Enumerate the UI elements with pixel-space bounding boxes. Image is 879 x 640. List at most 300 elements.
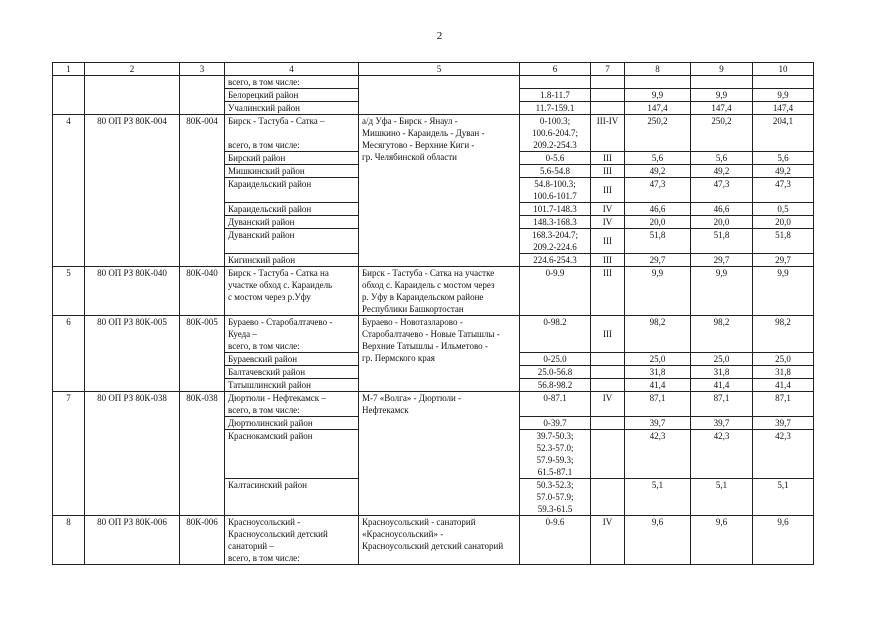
cell-line: 51,8 bbox=[649, 230, 666, 240]
cell-line: 80 ОП РЗ 80К-005 bbox=[97, 317, 167, 327]
cell-line: 100.6-204.7; bbox=[532, 128, 578, 138]
column-header: 2 bbox=[85, 63, 180, 76]
length-value-cell bbox=[753, 267, 814, 316]
length-value-cell bbox=[691, 178, 753, 203]
cell-line: IV bbox=[602, 517, 613, 527]
road-code-cell bbox=[180, 316, 225, 392]
length-value-cell bbox=[691, 203, 753, 216]
length-value-cell bbox=[691, 102, 753, 115]
km-range-cell bbox=[520, 203, 591, 216]
length-value-cell bbox=[691, 316, 753, 353]
length-value-cell bbox=[625, 178, 691, 203]
cell-line: гр. Челябинской области bbox=[362, 152, 457, 162]
km-range-cell bbox=[520, 102, 591, 115]
cell-line: 20,0 bbox=[775, 217, 791, 227]
cell-line: 9,9 bbox=[777, 268, 789, 278]
length-value-cell bbox=[625, 254, 691, 267]
section-name-cell bbox=[225, 165, 359, 178]
cell-line: Бирск - Тастуба - Сатка – bbox=[228, 116, 325, 126]
length-value-cell bbox=[625, 379, 691, 392]
km-range-cell bbox=[520, 479, 591, 516]
section-name-cell bbox=[225, 76, 359, 89]
cell-line: Калтасинский район bbox=[228, 480, 307, 490]
cell-line: 9,9 bbox=[651, 90, 664, 100]
table-row bbox=[53, 76, 814, 89]
cell-line: Мишкино - Караидель - Дуван - bbox=[362, 128, 485, 138]
category-cell bbox=[591, 366, 625, 379]
column-header: 4 bbox=[225, 63, 359, 76]
cell-line: всего, в том числе: bbox=[228, 405, 300, 415]
cell-line: 250,2 bbox=[711, 116, 732, 126]
km-range-cell bbox=[520, 216, 591, 229]
cell-line: 80 ОП РЗ 80К-004 bbox=[97, 116, 167, 126]
cell-line: 49,2 bbox=[775, 166, 791, 176]
cell-line: 0-5.6 bbox=[545, 153, 565, 163]
km-range-cell bbox=[520, 379, 591, 392]
column-header: 8 bbox=[625, 63, 691, 76]
road-register-table bbox=[52, 62, 814, 565]
cell-line: 80 ОП РЗ 80К-006 bbox=[97, 517, 167, 527]
cell-line: 25.0-56.8 bbox=[537, 367, 573, 377]
header-row bbox=[53, 63, 814, 76]
cell-line: Кигинский район bbox=[228, 255, 296, 265]
road-code-cell bbox=[180, 76, 225, 115]
cell-line: Караидельский район bbox=[228, 179, 312, 189]
cell-line: Мишкинский район bbox=[228, 166, 305, 176]
row-number-cell bbox=[53, 115, 85, 267]
length-value-cell bbox=[691, 267, 753, 316]
cell-line: 209.2-254.3 bbox=[533, 140, 577, 150]
cell-line: 59.3-61.5 bbox=[537, 504, 573, 514]
cell-line: 209.2-224.6 bbox=[533, 242, 577, 252]
cell-line: 0-39.7 bbox=[543, 418, 567, 428]
road-code-cell bbox=[180, 115, 225, 267]
section-name-cell bbox=[225, 417, 359, 430]
cell-line: 11.7-159.1 bbox=[535, 103, 575, 113]
cell-line: Нефтекамск bbox=[362, 405, 409, 415]
cell-line: 147,4 bbox=[711, 103, 732, 113]
cell-line: Красноусольский - санаторий bbox=[362, 517, 476, 527]
category-cell bbox=[591, 152, 625, 165]
length-value-cell bbox=[691, 89, 753, 102]
row-number-cell bbox=[53, 267, 85, 316]
cell-line: с мостом через р.Уфу bbox=[228, 292, 311, 302]
cell-line: 47,3 bbox=[649, 179, 666, 189]
cell-line: 31,8 bbox=[775, 367, 791, 377]
cell-line: 7 bbox=[66, 393, 71, 403]
category-cell bbox=[591, 203, 625, 216]
cell-line: 98,2 bbox=[713, 317, 730, 327]
cell-line: 9,9 bbox=[715, 268, 728, 278]
cell-line: 9,9 bbox=[777, 90, 789, 100]
category-cell bbox=[591, 102, 625, 115]
km-range-cell bbox=[520, 165, 591, 178]
cell-line: Дюртюлинский район bbox=[228, 418, 313, 428]
category-cell bbox=[591, 479, 625, 516]
cell-line: III bbox=[603, 255, 612, 265]
cell-line: 0-98.2 bbox=[543, 317, 567, 327]
length-value-cell bbox=[753, 417, 814, 430]
length-value-cell bbox=[691, 165, 753, 178]
cell-line: 49,2 bbox=[649, 166, 666, 176]
cell-line: III bbox=[603, 329, 612, 339]
route-cell bbox=[359, 76, 520, 115]
cell-line: Балтачевский район bbox=[228, 367, 306, 377]
length-value-cell bbox=[753, 76, 814, 89]
cell-line: 9,9 bbox=[715, 90, 728, 100]
length-value-cell bbox=[691, 216, 753, 229]
length-value-cell bbox=[753, 89, 814, 102]
cell-line: 0-9.6 bbox=[545, 517, 565, 527]
length-value-cell bbox=[691, 516, 753, 565]
cell-line: 80К-004 bbox=[186, 116, 218, 126]
cell-line: Учалинский район bbox=[228, 103, 300, 113]
length-value-cell bbox=[753, 229, 814, 254]
cell-line: 57.0-57.9; bbox=[536, 492, 574, 502]
cell-line: 41,4 bbox=[713, 380, 730, 390]
length-value-cell bbox=[753, 516, 814, 565]
cell-line: III bbox=[603, 185, 612, 195]
table-row bbox=[53, 516, 814, 565]
length-value-cell bbox=[625, 203, 691, 216]
cell-line: III-IV bbox=[596, 116, 619, 126]
cell-line: Красноусольский детский bbox=[228, 529, 328, 539]
cell-line: 46,6 bbox=[713, 204, 730, 214]
cell-line: «Красноусольский» - bbox=[362, 529, 444, 539]
cell-line: Краснокамский район bbox=[228, 431, 313, 441]
column-header: 10 bbox=[753, 63, 814, 76]
cell-line: Куеда – bbox=[228, 329, 257, 339]
length-value-cell bbox=[691, 353, 753, 366]
cell-line: всего, в том числе: bbox=[228, 341, 300, 351]
cell-line: 51,8 bbox=[713, 230, 730, 240]
road-id-cell bbox=[85, 115, 180, 267]
road-code-cell bbox=[180, 392, 225, 516]
cell-line: 0-100.3; bbox=[539, 116, 571, 126]
cell-line: 41,4 bbox=[775, 380, 791, 390]
road-code-cell bbox=[180, 267, 225, 316]
cell-line: Бирский район bbox=[228, 153, 286, 163]
cell-line: 41,4 bbox=[649, 380, 666, 390]
section-name-cell bbox=[225, 267, 359, 316]
cell-line: 80К-005 bbox=[186, 317, 218, 327]
category-cell bbox=[591, 379, 625, 392]
cell-line: Татышлинский район bbox=[228, 380, 311, 390]
cell-line: 5,6 bbox=[777, 153, 789, 163]
km-range-cell bbox=[520, 316, 591, 353]
cell-line: всего, в том числе: bbox=[228, 140, 300, 150]
column-header: 7 bbox=[591, 63, 625, 76]
cell-line: 87,1 bbox=[649, 393, 666, 403]
category-cell bbox=[591, 267, 625, 316]
cell-line: Бураево - Новотазларово - bbox=[362, 317, 463, 327]
section-name-cell bbox=[225, 392, 359, 417]
cell-line: 80К-040 bbox=[186, 268, 218, 278]
cell-line: 168.3-204.7; bbox=[532, 230, 578, 240]
section-name-cell bbox=[225, 152, 359, 165]
row-number-cell bbox=[53, 392, 85, 516]
cell-line: 0-9.9 bbox=[545, 268, 565, 278]
length-value-cell bbox=[625, 229, 691, 254]
cell-line: 4 bbox=[66, 116, 71, 126]
cell-line: 0,5 bbox=[777, 204, 789, 214]
length-value-cell bbox=[753, 203, 814, 216]
cell-line: 39,7 bbox=[649, 418, 666, 428]
cell-line: 250,2 bbox=[647, 116, 668, 126]
cell-line: Бирск - Тастуба - Сатка на bbox=[228, 268, 329, 278]
section-name-cell bbox=[225, 379, 359, 392]
category-cell bbox=[591, 417, 625, 430]
length-value-cell bbox=[625, 366, 691, 379]
cell-line: Белорецкий район bbox=[228, 90, 299, 100]
km-range-cell bbox=[520, 254, 591, 267]
km-range-cell bbox=[520, 152, 591, 165]
length-value-cell bbox=[625, 353, 691, 366]
cell-line: 9,6 bbox=[651, 517, 664, 527]
cell-line: а/д Уфа - Бирск - Янаул - bbox=[362, 116, 458, 126]
cell-line: 39.7-50.3; bbox=[536, 431, 574, 441]
section-name-cell bbox=[225, 316, 359, 353]
category-cell bbox=[591, 316, 625, 353]
cell-line: 6 bbox=[66, 317, 71, 327]
cell-line: М-7 «Волга» - Дюртюли - bbox=[362, 393, 462, 403]
cell-line: 5,1 bbox=[651, 480, 664, 490]
category-cell bbox=[591, 353, 625, 366]
section-name-cell bbox=[225, 115, 359, 152]
cell-line: 8 bbox=[66, 517, 71, 527]
length-value-cell bbox=[691, 379, 753, 392]
cell-line: 101.7-148.3 bbox=[533, 204, 577, 214]
route-cell bbox=[359, 516, 520, 565]
column-header: 6 bbox=[520, 63, 591, 76]
length-value-cell bbox=[753, 152, 814, 165]
cell-line: 87,1 bbox=[713, 393, 730, 403]
cell-line: 57.9-59.3; bbox=[536, 455, 574, 465]
cell-line: 47,3 bbox=[713, 179, 730, 189]
section-name-cell bbox=[225, 216, 359, 229]
category-cell bbox=[591, 392, 625, 417]
length-value-cell bbox=[625, 152, 691, 165]
km-range-cell bbox=[520, 392, 591, 417]
cell-line: 42,3 bbox=[713, 431, 730, 441]
cell-line: 29,7 bbox=[649, 255, 666, 265]
length-value-cell bbox=[753, 254, 814, 267]
length-value-cell bbox=[625, 417, 691, 430]
length-value-cell bbox=[625, 115, 691, 152]
category-cell bbox=[591, 76, 625, 89]
cell-line: 49,2 bbox=[713, 166, 730, 176]
row-number-cell bbox=[53, 516, 85, 565]
category-cell bbox=[591, 254, 625, 267]
length-value-cell bbox=[691, 76, 753, 89]
length-value-cell bbox=[691, 417, 753, 430]
length-value-cell bbox=[753, 102, 814, 115]
length-value-cell bbox=[625, 267, 691, 316]
length-value-cell bbox=[753, 366, 814, 379]
length-value-cell bbox=[691, 479, 753, 516]
cell-line: 61.5-87.1 bbox=[537, 467, 573, 477]
section-name-cell bbox=[225, 229, 359, 254]
cell-line: 20,0 bbox=[649, 217, 666, 227]
cell-line: гр. Пермского края bbox=[362, 353, 435, 363]
cell-line: 47,3 bbox=[775, 179, 791, 189]
table-row bbox=[53, 115, 814, 152]
cell-line: 9,6 bbox=[777, 517, 789, 527]
cell-line: Дюртюли - Нефтекамск – bbox=[228, 393, 326, 403]
cell-line: 0-87.1 bbox=[543, 393, 567, 403]
cell-line: 5,1 bbox=[715, 480, 728, 490]
km-range-cell bbox=[520, 516, 591, 565]
section-name-cell bbox=[225, 353, 359, 366]
road-id-cell bbox=[85, 392, 180, 516]
length-value-cell bbox=[625, 216, 691, 229]
cell-line: 54.8-100.3; bbox=[534, 179, 576, 189]
cell-line: р. Уфу в Караидельском районе bbox=[362, 292, 484, 302]
cell-line: 5,6 bbox=[651, 153, 664, 163]
row-number-cell bbox=[53, 76, 85, 115]
length-value-cell bbox=[625, 316, 691, 353]
row-number-cell bbox=[53, 316, 85, 392]
cell-line: 98,2 bbox=[649, 317, 666, 327]
km-range-cell bbox=[520, 229, 591, 254]
cell-line: Бирск - Тастуба - Сатка на участке bbox=[362, 268, 495, 278]
category-cell bbox=[591, 178, 625, 203]
length-value-cell bbox=[691, 152, 753, 165]
road-code-cell bbox=[180, 516, 225, 565]
cell-line: IV bbox=[602, 204, 613, 214]
cell-line: Красноусольский детский санаторий bbox=[362, 541, 504, 551]
cell-line: 5,6 bbox=[715, 153, 728, 163]
cell-line: 100.6-101.7 bbox=[533, 191, 577, 201]
length-value-cell bbox=[625, 89, 691, 102]
cell-line: 31,8 bbox=[713, 367, 730, 377]
cell-line: 42,3 bbox=[775, 431, 791, 441]
cell-line: 29,7 bbox=[775, 255, 791, 265]
length-value-cell bbox=[691, 366, 753, 379]
cell-line: 5.6-54.8 bbox=[540, 166, 570, 176]
cell-line: 148.3-168.3 bbox=[533, 217, 577, 227]
cell-line: 9,9 bbox=[651, 268, 664, 278]
cell-line: 42,3 bbox=[649, 431, 666, 441]
length-value-cell bbox=[691, 430, 753, 479]
cell-line: всего, в том числе: bbox=[228, 77, 300, 87]
section-name-cell bbox=[225, 254, 359, 267]
cell-line: 51,8 bbox=[775, 230, 791, 240]
column-header: 3 bbox=[180, 63, 225, 76]
length-value-cell bbox=[753, 479, 814, 516]
cell-line: 98,2 bbox=[775, 317, 791, 327]
route-cell bbox=[359, 267, 520, 316]
length-value-cell bbox=[625, 392, 691, 417]
cell-line: 204,1 bbox=[772, 116, 794, 126]
cell-line: Бураевский район bbox=[228, 354, 298, 364]
cell-line: 31,8 bbox=[649, 367, 666, 377]
section-name-cell bbox=[225, 516, 359, 565]
cell-line: санаторий – bbox=[228, 541, 274, 551]
category-cell bbox=[591, 216, 625, 229]
length-value-cell bbox=[625, 165, 691, 178]
page-number: 2 bbox=[436, 30, 443, 42]
category-cell bbox=[591, 115, 625, 152]
section-name-cell bbox=[225, 366, 359, 379]
km-range-cell bbox=[520, 115, 591, 152]
cell-line: 50.3-52.3; bbox=[536, 480, 574, 490]
km-range-cell bbox=[520, 267, 591, 316]
category-cell bbox=[591, 165, 625, 178]
cell-line: 147,4 bbox=[647, 103, 668, 113]
length-value-cell bbox=[753, 353, 814, 366]
cell-line: 25,0 bbox=[649, 354, 666, 364]
column-header: 9 bbox=[691, 63, 753, 76]
length-value-cell bbox=[625, 516, 691, 565]
length-value-cell bbox=[625, 479, 691, 516]
length-value-cell bbox=[691, 229, 753, 254]
cell-line: 0-25.0 bbox=[543, 354, 567, 364]
length-value-cell bbox=[691, 254, 753, 267]
cell-line: 9,6 bbox=[715, 517, 728, 527]
cell-line: 87,1 bbox=[775, 393, 791, 403]
cell-line: Старобалтачево - Новые Татышлы - bbox=[362, 329, 500, 339]
table-row bbox=[53, 267, 814, 316]
cell-line: 147,4 bbox=[772, 103, 794, 113]
cell-line: 1.8-11.7 bbox=[540, 90, 570, 100]
length-value-cell bbox=[753, 430, 814, 479]
cell-line: 25,0 bbox=[775, 354, 791, 364]
length-value-cell bbox=[691, 392, 753, 417]
cell-line: IV bbox=[602, 217, 613, 227]
length-value-cell bbox=[625, 76, 691, 89]
cell-line: 224.6-254.3 bbox=[533, 255, 577, 265]
cell-line: III bbox=[603, 166, 612, 176]
category-cell bbox=[591, 89, 625, 102]
length-value-cell bbox=[625, 430, 691, 479]
table-row bbox=[53, 316, 814, 353]
length-value-cell bbox=[691, 115, 753, 152]
km-range-cell bbox=[520, 89, 591, 102]
cell-line: 80К-006 bbox=[186, 517, 218, 527]
cell-line: 39,7 bbox=[713, 418, 730, 428]
section-name-cell bbox=[225, 102, 359, 115]
table-row bbox=[53, 392, 814, 417]
road-id-cell bbox=[85, 76, 180, 115]
cell-line: 5,1 bbox=[777, 480, 789, 490]
road-id-cell bbox=[85, 316, 180, 392]
cell-line: всего, в том числе: bbox=[228, 553, 300, 563]
road-id-cell bbox=[85, 516, 180, 565]
km-range-cell bbox=[520, 417, 591, 430]
cell-line: 29,7 bbox=[713, 255, 730, 265]
length-value-cell bbox=[625, 102, 691, 115]
km-range-cell bbox=[520, 178, 591, 203]
section-name-cell bbox=[225, 430, 359, 479]
category-cell bbox=[591, 430, 625, 479]
section-name-cell bbox=[225, 479, 359, 516]
cell-line: обход с. Караидель с мостом через bbox=[362, 280, 495, 290]
cell-line: Бураево - Старобалтачево - bbox=[228, 317, 333, 327]
length-value-cell bbox=[753, 316, 814, 353]
route-cell bbox=[359, 115, 520, 267]
cell-line: III bbox=[603, 236, 612, 246]
cell-line: III bbox=[603, 153, 612, 163]
cell-line: III bbox=[603, 268, 612, 278]
cell-line: 80К-038 bbox=[186, 393, 218, 403]
column-header: 5 bbox=[359, 63, 520, 76]
km-range-cell bbox=[520, 366, 591, 379]
length-value-cell bbox=[753, 392, 814, 417]
length-value-cell bbox=[753, 165, 814, 178]
cell-line: 20,0 bbox=[713, 217, 730, 227]
route-cell bbox=[359, 392, 520, 516]
